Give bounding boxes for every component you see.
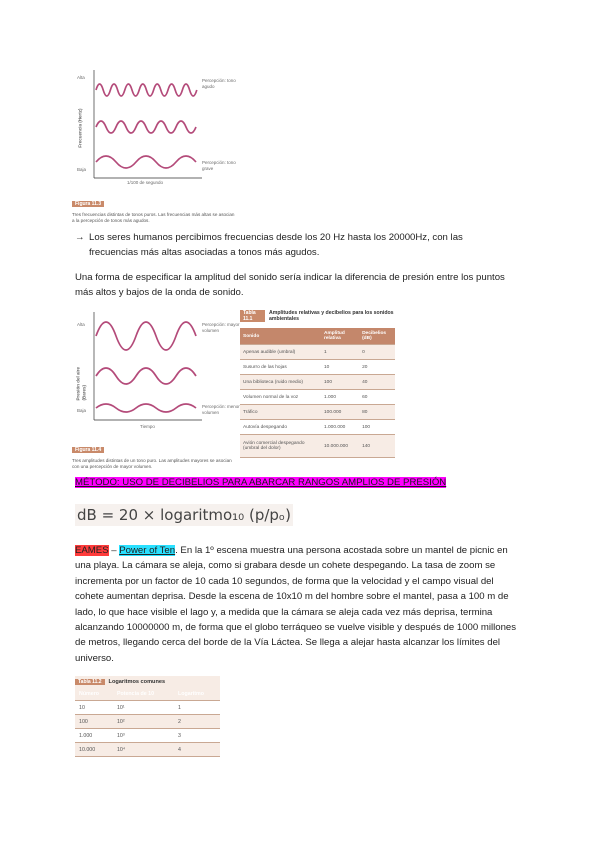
table1-header: Sonido — [240, 328, 321, 345]
table1-header: Decibelios (dB) — [359, 328, 395, 345]
table-cell: 4 — [174, 743, 220, 757]
figure-amplitude — [72, 312, 242, 472]
fig1-caption-text: Tres frecuencias distintas de tonos puros. Las frecuencias más altas se asocian a la percepción de tonos más agudos. — [72, 212, 235, 223]
table-row — [240, 375, 395, 390]
table-cell: Apenas audible (umbral) — [240, 345, 321, 360]
table-cell: 100 — [75, 715, 113, 729]
table2-header: Número — [75, 687, 113, 701]
fig2-wave-medium — [96, 368, 196, 384]
fig2-caption-text: Tres amplitudes distintas de un tono puro. Las amplitudes mayores se asocian con una percepción de mayor volumen. — [72, 458, 232, 469]
table1-tag: Tabla 11.1 — [240, 310, 265, 322]
table-cell: 140 — [359, 435, 395, 458]
method-heading-text: MÉTODO: USO DE DECIBELIOS PARA ABARCAR RANGOS AMPLIOS DE PRESIÓN — [75, 477, 447, 488]
table-cell: 10² — [113, 715, 174, 729]
fig1-caption-title: Figura 11.3 — [72, 201, 104, 207]
fig1-right-top: Percepción: tono agudo — [202, 78, 236, 89]
fig2-axis-label: Presión del aire (Bares) — [75, 366, 86, 401]
table-cell: 60 — [359, 390, 395, 405]
table-amplitudes — [240, 310, 395, 458]
method-heading — [75, 476, 446, 489]
fig2-label-high: Alta — [77, 322, 85, 327]
fig1-axis-label: Frecuencia (Hertz) — [77, 108, 83, 148]
table-cell: 10³ — [113, 729, 174, 743]
power-of-ten-link[interactable]: Power of Ten — [119, 545, 176, 556]
table-cell: Volumen normal de la voz — [240, 390, 321, 405]
bullet-text: Los seres humanos percibimos frecuencias desde los 20 Hz hasta los 20000Hz, con las frecuencias más altas asociadas a tonos más agudos. — [89, 232, 463, 259]
paragraph-amplitude: Una forma de especificar la amplitud del sonido sería indicar la diferencia de presión entre los puntos más altos y bajos de la onda de sonido. — [75, 272, 505, 299]
fig1-label-low: Baja — [77, 167, 87, 172]
table-row — [75, 743, 220, 757]
fig2-right-bottom: Percepción: menor volumen — [202, 404, 240, 415]
table-row — [240, 360, 395, 375]
table-row — [240, 420, 395, 435]
table-cell: 10⁴ — [113, 743, 174, 757]
figure-frequency — [72, 70, 242, 223]
paragraph-eames — [75, 543, 525, 666]
table-row — [75, 701, 220, 715]
table-cell: 100.000 — [321, 405, 359, 420]
fig2-wave-small — [96, 404, 196, 412]
fig2-wave-large — [96, 322, 196, 350]
table2-header: Potencia de 10 — [113, 687, 174, 701]
table-cell: 1 — [174, 701, 220, 715]
table-cell: 80 — [359, 405, 395, 420]
fig1-right-bottom: Percepción: tono grave — [202, 160, 236, 171]
bullet-item — [75, 230, 505, 261]
eames-text: . En la 1º escena muestra una persona acostada sobre un mantel de picnic en una playa. La cámara se aleja, como si grabara desde un cohete despegando. La tasa de zoom se incrementa por un factor de 10 cada 10 segundos, de forma que la velocidad y el campo visual del cohete aumentan deprisa. Desde la escena de 10x10 m del hombre sobre el mantel, pasa a 100 m de lado, lo que hace visible el lago y, a medida que la cámara se aleja cada vez más deprisa, termina alcanzando 10000000 m, de forma que el globo terráqueo se vuelve visible y después de 1000 millones de metros, llegando cerca del borde de la Vía Láctea. Se llega a alejar hasta alcanzar los límites del universo. — [75, 545, 517, 664]
table-row — [75, 729, 220, 743]
fig2-waves — [92, 312, 207, 430]
table-cell: Autovía despegando — [240, 420, 321, 435]
table-cell: 20 — [359, 360, 395, 375]
table-cell: Avión comercial despegando (umbral del dolor) — [240, 435, 321, 458]
table2-tag: Tabla 11.2 — [75, 679, 105, 685]
fig2-right-top: Percepción: mayor volumen — [202, 322, 240, 333]
table-row — [240, 435, 395, 458]
table-cell: 10.000 — [75, 743, 113, 757]
eames-dash: – — [108, 545, 120, 556]
fig1-wave-high — [96, 84, 197, 96]
table1-header: Amplitud relativa — [321, 328, 359, 345]
table-cell: 40 — [359, 375, 395, 390]
table-cell: 100 — [359, 420, 395, 435]
table-cell: 0 — [359, 345, 395, 360]
table-cell: Tráfico — [240, 405, 321, 420]
table2-header: Logaritmo — [174, 687, 220, 701]
table-cell: 1.000 — [321, 390, 359, 405]
fig2-xaxis: Tiempo — [140, 424, 155, 429]
table-cell: 10.000.000 — [321, 435, 359, 458]
table1-title: Amplitudes relativas y decibelios para los sonidos ambientales — [269, 310, 394, 322]
table-logarithms — [75, 676, 220, 757]
table-row — [240, 345, 395, 360]
table-cell: 100 — [321, 375, 359, 390]
table-row — [75, 715, 220, 729]
table-row — [240, 405, 395, 420]
fig2-caption-title: Figura 11.4 — [72, 447, 104, 453]
table1 — [240, 328, 395, 458]
fig1-xaxis: 1/100 de segundo — [127, 180, 164, 185]
arrow-icon: → — [75, 232, 85, 243]
table-cell: 10¹ — [113, 701, 174, 715]
table-cell: 1.000.000 — [321, 420, 359, 435]
table-cell: 1.000 — [75, 729, 113, 743]
fig1-label-high: Alta — [77, 75, 85, 80]
table2-title: Logaritmos comunes — [108, 678, 166, 685]
table-cell: Una biblioteca (ruido medio) — [240, 375, 321, 390]
fig1-waves — [92, 70, 207, 185]
fig1-wave-low — [96, 156, 196, 168]
table-cell: 10 — [321, 360, 359, 375]
table-cell: 3 — [174, 729, 220, 743]
table-cell: 2 — [174, 715, 220, 729]
table-cell: Susurro de las hojas — [240, 360, 321, 375]
table-cell: 1 — [321, 345, 359, 360]
table2 — [75, 687, 220, 757]
eames-name: EAMES — [75, 545, 109, 556]
fig1-wave-mid — [96, 121, 196, 133]
table-cell: 10 — [75, 701, 113, 715]
table-row — [240, 390, 395, 405]
formula: dB = 20 × logaritmo₁₀ (p/pₒ) — [77, 506, 291, 524]
fig2-label-low: Baja — [77, 408, 87, 413]
